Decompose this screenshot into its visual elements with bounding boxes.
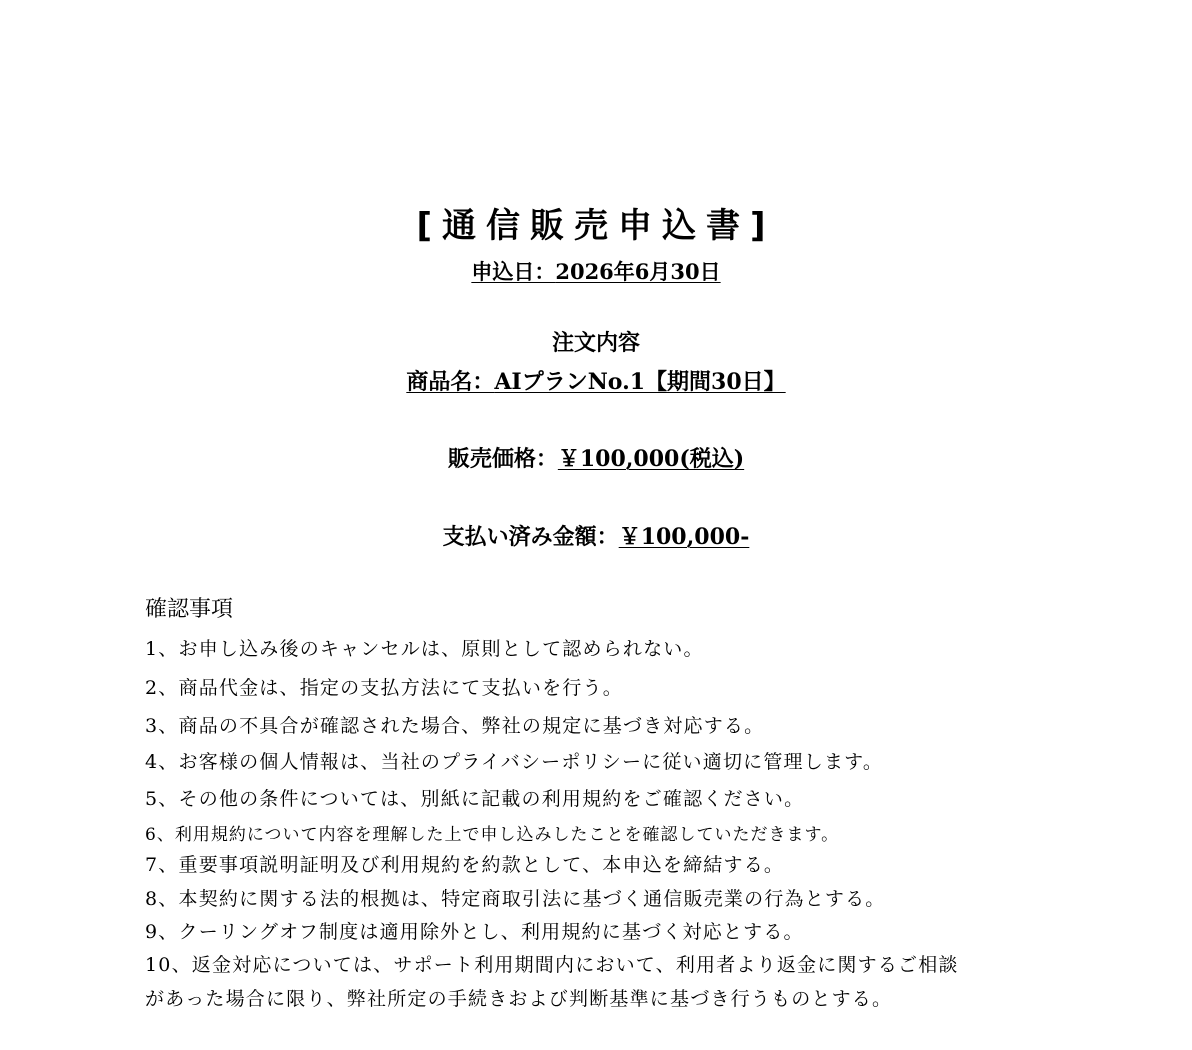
confirmation-item: 3、商品の不具合が確認された場合、弊社の規定に基づき対応する。	[145, 715, 765, 737]
confirmation-item: 9、クーリングオフ制度は適用除外とし、利用規約に基づく対応とする。	[145, 921, 804, 943]
paid-label: 支払い済み金額：	[442, 524, 619, 550]
confirmation-item: 2、商品代金は、指定の支払方法にて支払いを行う。	[145, 677, 623, 699]
application-date	[0, 256, 1192, 286]
product-value: AIプランNo.1【期間30日】	[494, 369, 786, 395]
order-heading: 注文内容	[551, 330, 640, 356]
product-label: 商品名：	[406, 369, 495, 395]
document-title: [通信販売申込書]	[416, 206, 776, 246]
confirmation-item: 7、重要事項説明証明及び利用規約を約款として、本申込を締結する。	[145, 854, 785, 876]
date-label: 申込日：	[471, 259, 556, 284]
confirmation-item: 1、お申し込み後のキャンセルは、原則として認められない。	[145, 638, 704, 660]
price-value: ￥100,000(税込)	[557, 446, 745, 472]
price-label: 販売価格：	[447, 446, 558, 472]
paid-amount-line	[0, 520, 1192, 551]
paid-value: ￥100,000-	[618, 524, 750, 550]
date-value: 2026年6月30日	[555, 259, 721, 284]
confirmation-item: 8、本契約に関する法的根拠は、特定商取引法に基づく通信販売業の行為とする。	[145, 888, 886, 910]
confirmation-item: 10、返金対応については、サポート利用期間内において、利用者より返金に関するご相談	[145, 954, 959, 976]
confirmation-heading: 確認事項	[145, 597, 234, 622]
confirmation-item-continuation: があった場合に限り、弊社所定の手続きおよび判断基準に基づき行うものとする。	[145, 988, 893, 1010]
price-line	[0, 442, 1192, 473]
confirmation-item: 5、その他の条件については、別紙に記載の利用規約をご確認ください。	[145, 788, 805, 810]
product-line	[0, 365, 1192, 396]
confirmation-item: 4、お客様の個人情報は、当社のプライバシーポリシーに従い適切に管理します。	[145, 751, 884, 773]
confirmation-item: 6、利用規約について内容を理解した上で申し込みしたことを確認していただきます。	[145, 825, 840, 845]
